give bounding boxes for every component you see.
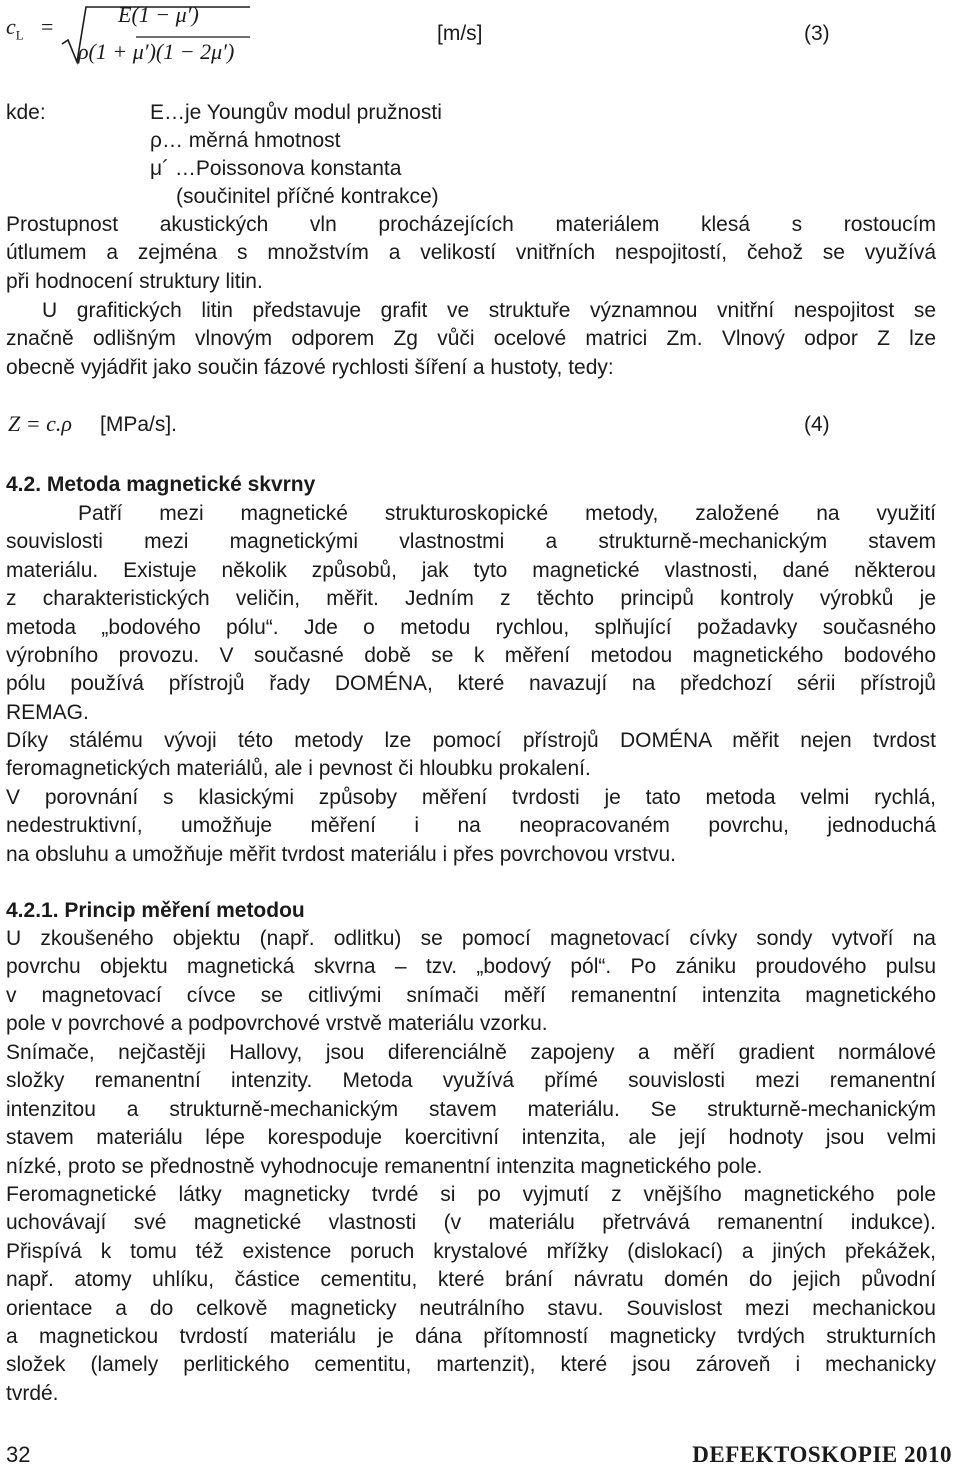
text-line: Snímače, nejčastěji Hallovy, jsou diferenciálně zapojeny a měří gradient normálové — [6, 1041, 936, 1064]
text-line: orientace a do celkově magneticky neutrálního stavu. Souvislost mezi mechanickou — [6, 1296, 936, 1320]
text-line: tvrdé. — [6, 1381, 59, 1405]
paragraph — [6, 1181, 936, 1408]
text-line: stavem materiálu lépe korespoduje koercitivní intenzita, ale její hodnoty jsou velmi — [6, 1126, 936, 1150]
text-line: např. atomy uhlíku, částice cementitu, které brání návratu domén do jejich původní — [6, 1268, 936, 1292]
paragraph — [6, 925, 936, 1039]
text-line: při hodnocení struktury litin. — [6, 269, 263, 293]
eq3-lhs: $c_L$ — [6, 14, 24, 43]
text-line: pole v povrchové a podpovrchové vrstvě materiálu vzorku. — [6, 1012, 548, 1036]
definition-item: μ´ …Poissonova konstanta — [150, 157, 402, 180]
journal-footer: DEFEKTOSKOPIE 2010 — [692, 1442, 952, 1467]
subsection-heading: 4.2.1. Princip měření metodou — [6, 899, 305, 922]
page-number: 32 — [6, 1442, 31, 1467]
text-line: útlumem a zejména s množstvím a velikostí vnitřních nespojitostí, čehož se využívá — [6, 241, 936, 265]
paragraph — [6, 211, 936, 296]
text-line: V porovnání s klasickými způsoby měření tvrdosti je tato metoda velmi rychlá, — [6, 786, 936, 809]
section-heading: 4.2. Metoda magnetické skvrny — [6, 473, 316, 496]
text-line: a magnetickou tvrdostí materiálu je dána přítomností magneticky tvrdých strukturních — [6, 1324, 936, 1348]
text-line: souvislosti mezi magnetickými vlastnostmi a strukturně-mechanickým stavem — [6, 530, 936, 554]
text-line: nízké, proto se přednostně vyhodnocuje remanentní intenzita magnetického pole. — [6, 1154, 763, 1178]
paragraph — [6, 784, 936, 869]
text-line: složky remanentní intenzity. Metoda využívá přímé souvislosti mezi remanentní — [6, 1069, 936, 1093]
eq3-denominator: ρ(1 + μ′)(1 − 2μ′) — [78, 39, 235, 64]
text-line: U zkoušeného objektu (např. odlitku) se pomocí magnetovací cívky sondy vytvoří na — [6, 927, 936, 950]
text-line: složek (lamely perlitického cementitu, martenzit), které jsou zároveň i mechanicky — [6, 1353, 936, 1377]
where-label: kde: — [6, 101, 46, 124]
text-line: Díky stálému vývoji této metody lze pomocí přístrojů DOMÉNA měřit nejen tvrdost — [6, 729, 936, 752]
text-line: intenzitou a strukturně-mechanickým stavem materiálu. Se strukturně-mechanickým — [6, 1097, 936, 1121]
text-line: pólu používá přístrojů řady DOMÉNA, které navazují na předchozí sérii přístrojů — [6, 672, 936, 696]
text-line: povrchu objektu magnetická skvrna – tzv. „bodový pól“. Po zániku proudového pulsu — [6, 955, 936, 979]
text-line: značně odlišným vlnovým odporem Zg vůči ocelové matrici Zm. Vlnový odpor Z lze — [6, 327, 936, 351]
text-line: Patří mezi magnetické strukturoskopické metody, založené na využití — [78, 502, 936, 525]
eq4-number: (4) — [804, 413, 830, 436]
text-line: REMAG. — [6, 700, 89, 724]
eq4-formula: Z = c.ρ — [8, 411, 72, 436]
paragraph — [6, 1039, 936, 1181]
eq4-units: [MPa/s]. — [100, 413, 178, 436]
paragraph — [6, 500, 936, 727]
text-line: materiálu. Existuje několik způsobů, jak tyto magnetické vlastnosti, dané některou — [6, 558, 936, 582]
text-line: Přispívá k tomu též existence poruch krystalové mřížky (dislokací) a jiných překážek, — [6, 1239, 936, 1263]
text-line: feromagnetických materiálů, ale i pevnost či hloubku prokalení. — [6, 757, 591, 781]
text-line: metoda „bodového pólu“. Jde o metodu rychlou, splňující požadavky současného — [6, 615, 936, 639]
definition-item: ρ… měrná hmotnost — [150, 129, 341, 152]
paragraph — [6, 727, 936, 784]
text-line: Prostupnost akustických vln procházejících materiálem klesá s rostoucím — [6, 213, 936, 236]
text-line: nedestruktivní, umožňuje měření i na neopracovaném povrchu, jednoduchá — [6, 814, 936, 838]
text-line: uchovávají své magnetické vlastnosti (v materiálu přetrvává remanentní indukce). — [6, 1211, 936, 1235]
eq3-numerator: E(1 − μ′) — [118, 2, 199, 27]
definition-item: (součinitel příčné kontrakce) — [176, 185, 439, 208]
text-line: Feromagnetické látky magneticky tvrdé si po vyjmutí z vnějšího magnetického pole — [6, 1183, 936, 1206]
eq3-units: [m/s] — [437, 22, 483, 45]
text-line: výrobního provozu. V současné době se k měření metodou magnetického bodového — [6, 643, 936, 667]
text-line: na obsluhu a umožňuje měřit tvrdost materiálu i přes povrchovou vrstvu. — [6, 842, 676, 866]
text-line: v magnetovací cívce se citlivými snímači měří remanentní intenzita magnetického — [6, 983, 936, 1007]
definition-item: E…je Youngův modul pružnosti — [150, 101, 442, 124]
text-line: obecně vyjádřit jako součin fázové rychlosti šíření a hustoty, tedy: — [6, 355, 614, 379]
paragraph — [6, 297, 936, 382]
text-line: U grafitických litin představuje grafit ve struktuře významnou vnitřní nespojitost se — [42, 299, 936, 322]
text-line: z charakteristických veličin, měřit. Jedním z těchto principů kontroly výrobků je — [6, 587, 936, 611]
eq3-number: (3) — [804, 22, 830, 45]
eq3-equals: = — [41, 14, 54, 39]
